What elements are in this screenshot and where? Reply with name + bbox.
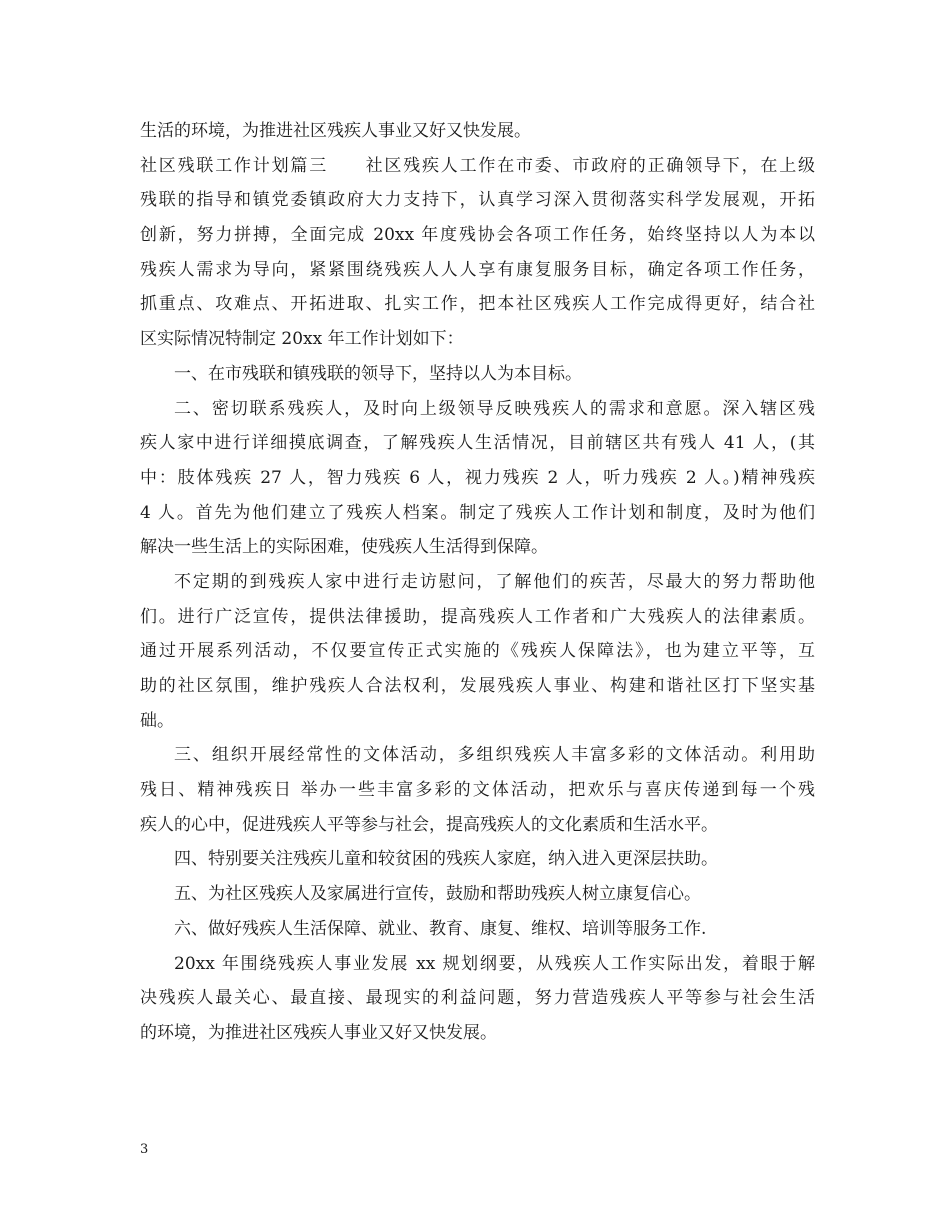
text-line: 四、特别要关注残疾儿童和较贫困的残疾人家庭，纳入进入更深层扶助。 (174, 849, 718, 870)
text-line: 20xx 年围绕残疾人事业发展 xx 规划纲要，从残疾人工作实际出发，着眼于解 (174, 953, 815, 974)
text-line: 一、在市残联和镇残联的领导下，坚持以人为本目标。 (174, 363, 582, 384)
text-line: 创新，努力拼搏，全面完成 20xx 年度残协会各项工作任务，始终坚持以人为本以 (140, 225, 815, 246)
text-line: 决残疾人最关心、最直接、最现实的利益问题，努力营造残疾人平等参与社会生活 (140, 988, 815, 1009)
text-line: 助的社区氛围，维护残疾人合法权利，发展残疾人事业、构建和谐社区打下坚实基 (140, 676, 815, 696)
text-line: 通过开展系列活动，不仅要宣传正式实施的《残疾人保障法》，也为建立平等，互 (140, 641, 815, 662)
text-line: 五、为社区残疾人及家属进行宣传，鼓励和帮助残疾人树立康复信心。 (174, 884, 701, 905)
text-line: 区实际情况特制定 20xx 年工作计划如下： (140, 329, 464, 350)
text-line: 础。 (140, 710, 174, 731)
text-line: 三、组织开展经常性的文体活动，多组织残疾人丰富多彩的文体活动。利用助 (174, 745, 815, 766)
document-body (140, 114, 815, 1051)
text-line: 们。进行广泛宣传，提供法律援助，提高残疾人工作者和广大残疾人的法律素质。 (140, 606, 815, 627)
text-line: 不定期的到残疾人家中进行走访慰问，了解他们的疾苦，尽最大的努力帮助他 (174, 571, 815, 592)
page-number: 3 (140, 1142, 149, 1157)
text-line: 残联的指导和镇党委镇政府大力支持下，认真学习深入贯彻落实科学发展观，开拓 (140, 190, 815, 211)
text-line: 疾人的心中，促进残疾人平等参与社会，提高残疾人的文化素质和生活水平。 (140, 814, 718, 835)
text-line: 社区残联工作计划篇三 社区残疾人工作在市委、市政府的正确领导下，在上级 (140, 155, 815, 176)
text-line: 残日、精神残疾日 举办一些丰富多彩的文体活动，把欢乐与喜庆传递到每一个残 (140, 780, 815, 801)
text-line: 二、密切联系残疾人，及时向上级领导反映残疾人的需求和意愿。深入辖区残 (174, 398, 815, 419)
text-line: 残疾人需求为导向，紧紧围绕残疾人人人享有康复服务目标，确定各项工作任务， (140, 259, 815, 280)
text-line: 解决一些生活上的实际困难，使残疾人生活得到保障。 (140, 537, 548, 558)
text-line: 的环境，为推进社区残疾人事业又好又快发展。 (140, 1022, 497, 1043)
text-line: 六、做好残疾人生活保障、就业、教育、康复、维权、培训等服务工作. (174, 918, 707, 939)
text-line: 抓重点、攻难点、开拓进取、扎实工作，把本社区残疾人工作完成得更好，结合社 (140, 294, 815, 315)
text-line: 4 人。首先为他们建立了残疾人档案。制定了残疾人工作计划和制度，及时为他们 (140, 502, 815, 523)
text-line: 中：肢体残疾 27 人，智力残疾 6 人，视力残疾 2 人，听力残疾 2 人。)精神残疾 (140, 467, 815, 488)
text-line: 生活的环境，为推进社区残疾人事业又好又快发展。 (140, 121, 531, 141)
text-line: 疾人家中进行详细摸底调查，了解残疾人生活情况，目前辖区共有残人 41 人，(其 (140, 433, 815, 454)
